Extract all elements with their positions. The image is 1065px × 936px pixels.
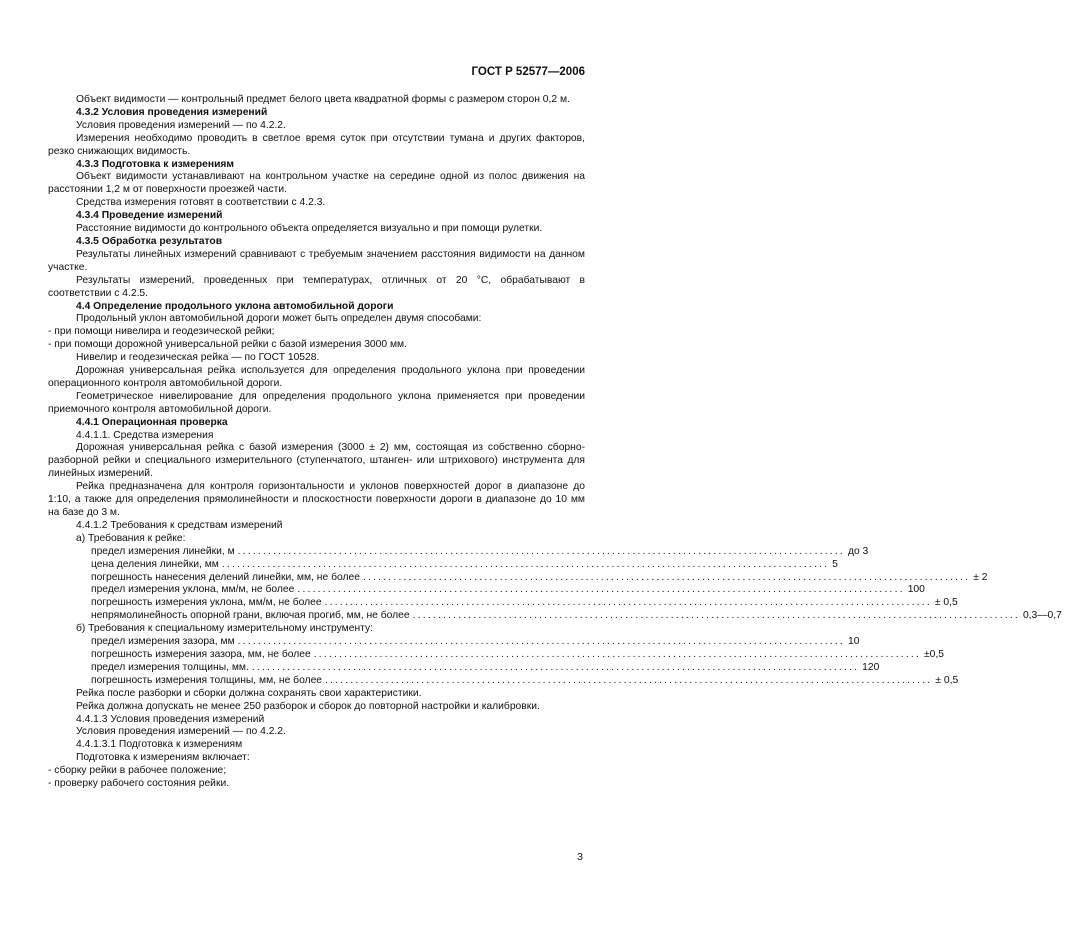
rail-requirements-list [48,545,1062,623]
subsection-heading-4-4-1-3: 4.4.1.3 Условия проведения измерений [76,713,265,725]
page-number: 3 [577,851,583,863]
paragraph: Объект видимости — контрольный предмет белого цвета квадратной формы с размером сторон 0,2 м. [76,94,570,105]
dot-leader: ........................................................................................................................ [297,584,905,596]
bullet-item: - при помощи дорожной универсальной рейки с базой измерения 3000 мм. [48,339,407,351]
spec-row [48,545,869,559]
paragraph: Условия проведения измерений — по 4.2.2. [76,726,286,738]
paragraph: Продольный уклон автомобильной дороги может быть определен двумя способами: [76,313,482,325]
paragraph: Рейка предназначена для контроля горизонтальности и уклонов поверхностей дорог в диапазоне до 1:10, а также для определения прямолинейности и плоскостности поверхности дороги в диапазоне до 10 мм на базе до 3 м. [48,481,585,518]
dot-leader: ........................................................................................................................ [325,674,933,686]
spec-label: предел измерения толщины, мм. [91,661,249,673]
spec-label: цена деления линейки, мм [91,558,219,570]
spec-value: ± 2 [973,571,988,583]
paragraph: Результаты измерений, проведенных при температурах, отличных от 20 °С, обрабатывают в соответствии с 4.2.5. [48,274,585,299]
section-heading-4-4: 4.4 Определение продольного уклона автомобильной дороги [76,300,394,312]
spec-value: 5 [832,558,838,570]
spec-value: ±0,5 [924,648,944,660]
section-heading-4-3-3: 4.3.3 Подготовка к измерениям [76,158,235,170]
section-heading-4-3-5: 4.3.5 Обработка результатов [76,235,223,247]
spec-label: непрямолинейность опорной грани, включая прогиб, мм, не более [91,610,410,622]
dot-leader: ........................................................................................................................ [237,636,845,648]
paragraph: Средства измерения готовят в соответствии с 4.2.3. [76,197,326,209]
spec-value: ± 0,5 [935,674,959,686]
spec-row [48,584,925,597]
paragraph: Рейка после разборки и сборки должна сохранять свои характеристики. [76,687,422,699]
spec-label: погрешность нанесения делений линейки, мм, не более [91,571,360,583]
paragraph: Расстояние видимости до контрольного объекта определяется визуально и при помощи рулетки. [76,223,543,235]
paragraph: Объект видимости устанавливают на контрольном участке на середине одной из полос движения на расстоянии 1,2 м от поверхности проезжей части. [48,171,585,196]
dot-leader: ........................................................................................................................ [313,648,922,660]
dot-leader: ........................................................................................................................ [362,571,971,583]
spec-label: предел измерения линейки, м [91,545,235,557]
paragraph: Дорожная универсальная рейка используется для определения продольного уклона при проведении операционного контроля автомобильной дороги. [48,365,585,389]
spec-value: 0,3—0,7 [1022,610,1062,622]
spec-label: предел измерения зазора, мм [91,636,235,648]
spec-value: 10 [847,636,860,648]
section-heading-4-4-1: 4.4.1 Операционная проверка [76,416,228,428]
paragraph: Измерения необходимо проводить в светлое время суток при отсутствии тумана и других факторов, резко снижающих видимость. [48,132,585,157]
subsection-heading-4-4-1-3-1: 4.4.1.3.1 Подготовка к измерениям [76,739,243,751]
bullet-item: - сборку рейки в рабочее положение; [48,765,227,777]
spec-label: погрешность измерения зазора, мм, не более [91,648,311,660]
spec-row [48,597,958,610]
paragraph: Нивелир и геодезическая рейка — по ГОСТ 10528. [76,352,320,364]
paragraph: Подготовка к измерениям включает: [76,752,250,764]
bullet-item: - при помощи нивелира и геодезической рейки; [48,326,275,338]
paragraph: Условия проведения измерений — по 4.2.2. [76,119,286,131]
spec-label: погрешность измерения уклона, мм/м, не более [91,597,322,609]
spec-row [48,674,959,688]
subsection-heading-4-4-1-1: 4.4.1.1. Средства измерения [76,429,214,441]
list-label-b: б) Требования к специальному измерительному инструменту: [76,623,374,635]
standard-header: ГОСТ Р 52577—2006 [471,66,585,78]
spec-row [48,661,880,675]
paragraph: Дорожная универсальная рейка с базой измерения (3000 ± 2) мм, состоящая из собственно сборно-разборной рейки и специального измерительного (ступенчатого, штанген- или штрихового) инструмента для линейных измерений. [48,442,585,480]
spec-value: 100 [907,584,925,596]
spec-row [48,558,838,572]
paragraph: Результаты линейных измерений сравнивают с требуемым значением расстояния видимости на данном участке. [48,248,585,273]
dot-leader: ........................................................................................................................ [221,558,830,570]
spec-row [48,571,988,585]
list-label-a: а) Требования к рейке: [76,532,186,544]
spec-value: до 3 [847,545,869,557]
subsection-heading-4-4-1-2: 4.4.1.2 Требования к средствам измерений [76,519,283,531]
spec-row [48,648,944,662]
dot-leader: ........................................................................................................................ [251,661,860,673]
dot-leader: ........................................................................................................................ [412,610,1020,622]
section-heading-4-3-2: 4.3.2 Условия проведения измерений [76,106,268,118]
spec-row [48,610,1062,623]
spec-label: погрешность измерения толщины, мм, не более [91,674,323,686]
dot-leader: ........................................................................................................................ [237,545,845,557]
section-heading-4-3-4: 4.3.4 Проведение измерений [76,210,223,222]
spec-value: 120 [862,661,880,673]
spec-label: предел измерения уклона, мм/м, не более [91,584,295,596]
dot-leader: ........................................................................................................................ [324,597,932,609]
spec-value: ± 0,5 [934,597,958,609]
bullet-item: - проверку рабочего состояния рейки. [48,778,230,790]
instrument-requirements-list [48,636,959,688]
paragraph: Рейка должна допускать не менее 250 разборок и сборок до повторной настройки и калибровки. [76,700,540,712]
document-body [48,94,1062,791]
spec-row [48,636,860,649]
paragraph: Геометрическое нивелирование для определения продольного уклона применяется при проведении приемочного контроля автомобильной дороги. [48,390,585,415]
